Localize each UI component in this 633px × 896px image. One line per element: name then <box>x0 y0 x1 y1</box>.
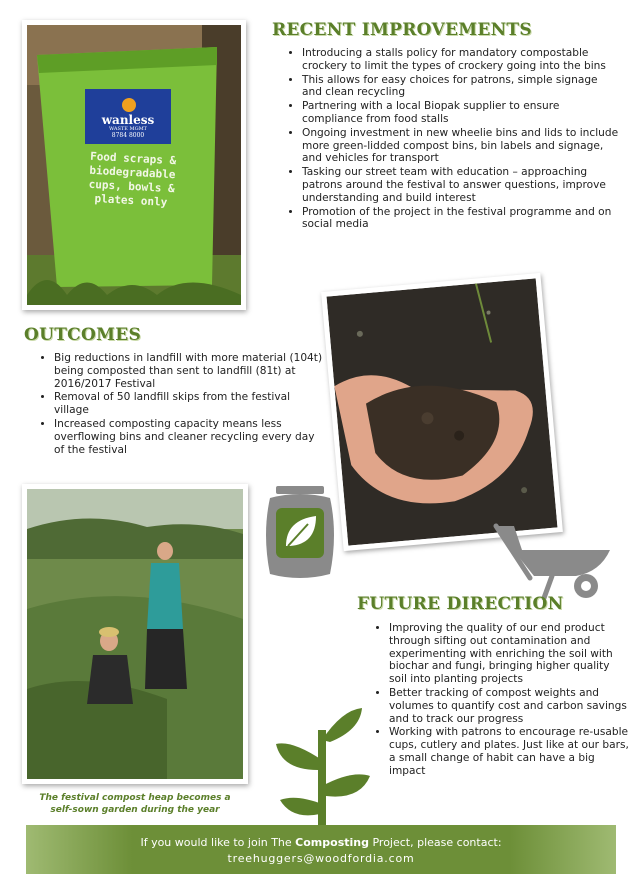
list-item: • Improving the quality of our end product through sifting out contamination and experimenting with enriching the soil with biochar and fungi, bringing higher quality soil into planting projects <box>389 622 629 686</box>
footer-invite-pre: If you would like to join The <box>140 836 296 849</box>
list-item: • Ongoing investment in new wheelie bins and lids to include more green-lidded compost bins, bin labels and signage, and vehicles for transport <box>302 127 620 165</box>
footer-email[interactable]: treehuggers@woodfordia.com <box>227 852 415 865</box>
list-item: • Partnering with a local Biopak supplier to ensure compliance from food stalls <box>302 100 620 126</box>
contact-footer <box>26 825 616 874</box>
list-item: • Working with patrons to encourage re-usable cups, cutlery and plates. Just like at our bars, a small change of habit can have a big impact <box>389 726 629 777</box>
caption-line: self-sown garden during the year <box>50 805 220 815</box>
list-item: • Removal of 50 landfill skips from the festival village <box>54 391 326 417</box>
bin-label <box>51 148 214 212</box>
list-item: • Promotion of the project in the festival programme and on social media <box>302 206 620 232</box>
bin-logo-phone: 8784 8000 <box>111 132 145 139</box>
bin-logo-sub: WASTE MGMT <box>108 126 148 132</box>
list-item: • This allows for easy choices for patrons, simple signage and clean recycling <box>302 74 620 100</box>
garden-photo-caption <box>30 792 240 816</box>
recent-improvements-list <box>286 47 620 232</box>
bin-label-line: biodegradable <box>89 163 176 182</box>
list-item: • Tasking our street team with education – approaching patrons around the festival to answer questions, improve understanding and build interest <box>302 166 620 204</box>
bin-label-line: Food scraps & <box>89 149 177 168</box>
future-direction-list <box>373 622 629 779</box>
footer-invite-text <box>26 836 616 849</box>
compost-bag-icon <box>262 484 338 584</box>
bin-logo-name: wanless <box>101 113 155 127</box>
bin-logo-text <box>85 114 171 139</box>
seedling-icon <box>272 700 372 828</box>
list-item: • Increased composting capacity means less overflowing bins and cleaner recycling every day of the festival <box>54 418 326 456</box>
future-direction-heading: FUTURE DIRECTION <box>357 594 564 614</box>
footer-invite-post: Project, please contact: <box>368 836 502 849</box>
outcomes-list <box>38 352 326 457</box>
recent-improvements-heading: RECENT IMPROVEMENTS <box>272 20 532 40</box>
list-item: • Introducing a stalls policy for mandatory compostable crockery to limit the types of crockery going into the bins <box>302 47 620 73</box>
list-item: • Big reductions in landfill with more material (104t) being composted than sent to landfill (81t) at 2016/2017 Festival <box>54 352 326 390</box>
bin-label-line: plates only <box>94 192 168 209</box>
outcomes-heading: OUTCOMES <box>24 325 142 345</box>
wheelbarrow-icon <box>492 518 614 600</box>
footer-invite-bold: Composting <box>295 836 369 849</box>
bin-label-line: cups, bowls & <box>88 177 175 196</box>
compost-bin-photo <box>22 20 246 310</box>
list-item: • Better tracking of compost weights and volumes to quantify cost and carbon savings and to track our progress <box>389 687 629 725</box>
compost-hand-photo <box>321 273 563 551</box>
garden-photo <box>22 484 248 784</box>
caption-line: The festival compost heap becomes a <box>39 793 231 803</box>
